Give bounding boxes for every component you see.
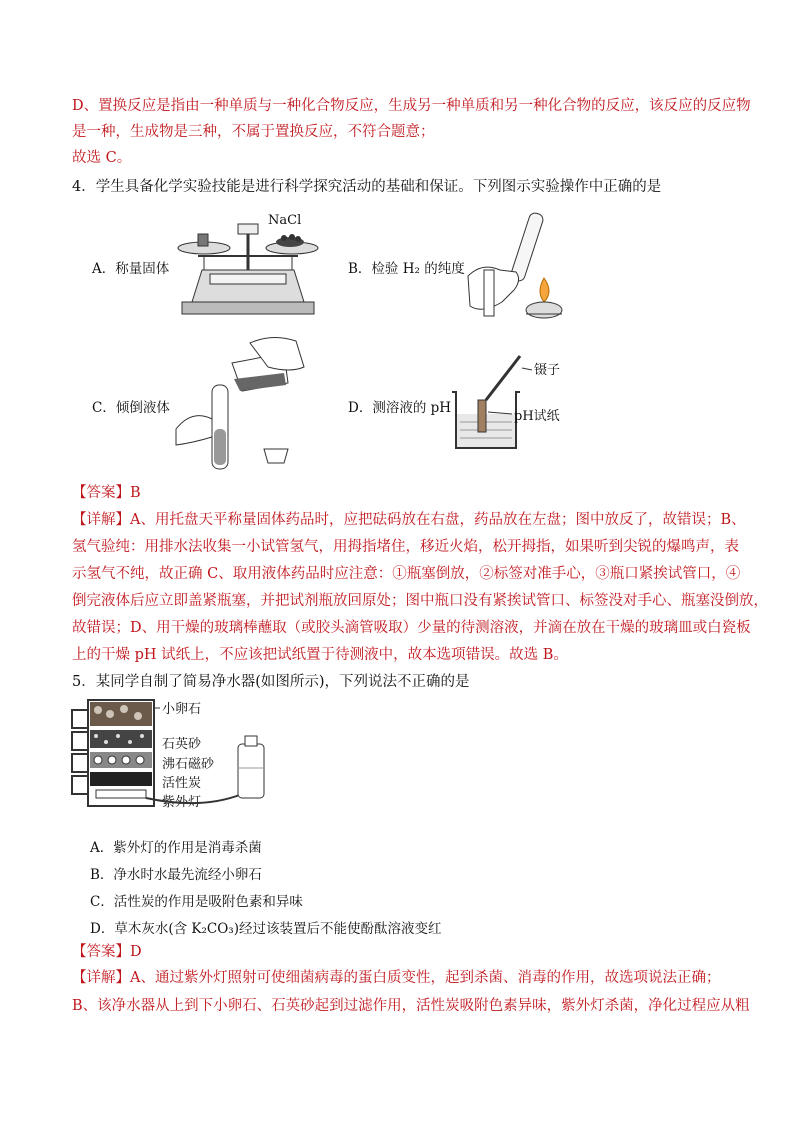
q4-detail-line-1: 【详解】A、用托盘天平称量固体药品时，应把砝码放在右盘，药品放在左盘；图中放反了，故错误；B、 xyxy=(72,512,746,528)
filter-label-zeolite: 沸石磁砂 xyxy=(162,757,215,772)
q5-option-c: C．活性炭的作用是吸附色素和异味 xyxy=(90,894,303,910)
q4-option-b: B．检验 H₂ 的纯度 xyxy=(348,261,465,277)
q4-ph-paper-figure xyxy=(452,352,592,452)
q5-option-d: D．草木灰水(含 K₂CO₃)经过该装置后不能使酚酞溶液变红 xyxy=(90,921,442,937)
nacl-label: NaCl xyxy=(268,213,302,228)
q4-answer: 【答案】B xyxy=(72,485,141,501)
q4-option-c: C．倾倒液体 xyxy=(92,400,170,416)
filter-label-pebbles: 小卵石 xyxy=(162,702,202,717)
ph-paper-label: pH试纸 xyxy=(514,409,560,424)
q4-test-tube-flame-figure xyxy=(462,210,572,325)
filter-label-activated-carbon: 活性炭 xyxy=(162,776,202,791)
answer3-line-2: 是一种，生成物是三种，不属于置换反应，不符合题意； xyxy=(72,124,435,140)
q4-option-d: D．测溶液的 pH xyxy=(348,400,452,416)
filter-label-quartz-sand: 石英砂 xyxy=(162,737,202,752)
q5-option-b: B．净水时水最先流经小卵石 xyxy=(90,867,262,883)
q4-detail-line-6: 上的干燥 pH 试纸上，不应该把试纸置于待测液中，故本选项错误。故选 B。 xyxy=(72,647,568,663)
q5-water-filter-figure xyxy=(72,698,282,810)
answer3-line-3: 故选 C。 xyxy=(72,150,132,166)
q4-option-a: A．称量固体 xyxy=(92,261,170,277)
q5-stem: 5．某同学自制了简易净水器(如图所示)，下列说法不正确的是 xyxy=(72,674,470,690)
q4-stem: 4．学生具备化学实验技能是进行科学探究活动的基础和保证。下列图示实验操作中正确的是 xyxy=(72,179,662,195)
q4-balance-figure xyxy=(168,210,328,320)
q4-detail-line-2: 氢气验纯：用排水法收集一小试管氢气，用拇指堵住，移近火焰，松开拇指，如果听到尖锐的爆鸣声，表 xyxy=(72,539,739,555)
q5-detail-line-1: 【详解】A、通过紫外灯照射可使细菌病毒的蛋白质变性，起到杀菌、消毒的作用，故选项说法正确； xyxy=(72,970,721,986)
tweezers-label: 镊子 xyxy=(534,363,561,378)
q4-detail-line-3: 示氢气不纯，故正确 C、取用液体药品时应注意：①瓶塞倒放，②标签对准手心，③瓶口紧挨试管口，④ xyxy=(72,566,741,582)
answer3-line-1: D、置换反应是指由一种单质与一种化合物反应，生成另一种单质和另一种化合物的反应，该反应的反应物 xyxy=(72,98,751,114)
q4-detail-line-4: 倒完液体后应立即盖紧瓶塞，并把试剂瓶放回原处；图中瓶口没有紧挨试管口、标签没对手心、瓶塞没倒放， xyxy=(72,593,768,609)
filter-label-uv-lamp: 紫外灯 xyxy=(162,795,202,810)
q5-answer: 【答案】D xyxy=(72,944,142,960)
q4-detail-line-5: 故错误；D、用干燥的玻璃棒蘸取（或胶头滴管吸取）少量的待测溶液，并滴在放在干燥的玻璃皿或白瓷板 xyxy=(72,620,751,636)
q5-detail-line-2: B、该净水器从上到下小卵石、石英砂起到过滤作用，活性炭吸附色素异味，紫外灯杀菌，净化过程应从粗 xyxy=(72,998,750,1014)
q5-option-a: A．紫外灯的作用是消毒杀菌 xyxy=(90,840,262,856)
q4-pouring-figure xyxy=(172,333,312,473)
